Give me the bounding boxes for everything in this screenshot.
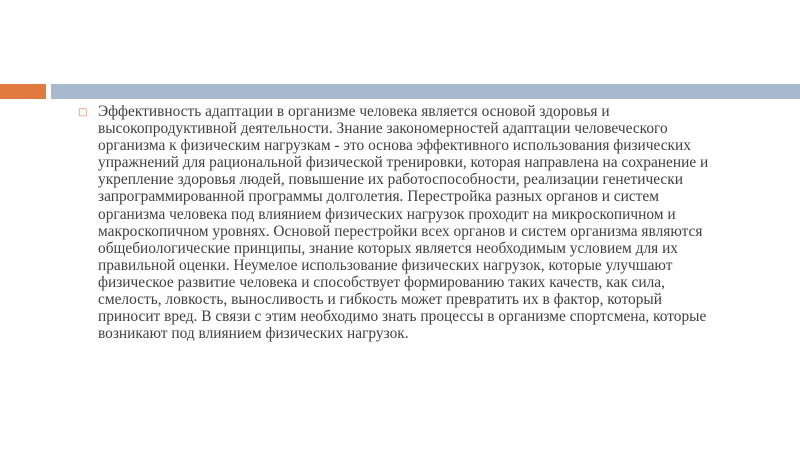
content-area [78, 103, 728, 342]
accent-bar [0, 84, 46, 99]
body-paragraph: Эффективность адаптации в организме человека является основой здоровья и высокопродуктивной деятельности. Знание закономерностей адаптации человеческого организма к физическим нагрузкам - это основа эффективного использования физических упражнений для рациональной физической тренировки, которая направлена на сохранение и укрепление здоровья людей, повышение их работоспособности, реализации генетически запрограммированной программы долголетия. Перестройка разных органов и систем организма человека под влиянием физических нагрузок проходит на микроскопичном и макроскопичном уровнях. Основой перестройки всех органов и систем организма являются общебиологические принципы, знание которых является необходимым условием для их правильной оценки. Неумелое использование физических нагрузок, которые улучшают физическое развитие человека и способствует формированию таких качеств, как сила, смелость, ловкость, выносливость и гибкость может превратить их в фактор, который приносит вред. В связи с этим необходимо знать процессы в организме спортсмена, которые возникают под влиянием физических нагрузок. [98, 103, 709, 343]
header-bar [51, 84, 800, 99]
hollow-square-bullet-icon: □ [78, 107, 88, 118]
